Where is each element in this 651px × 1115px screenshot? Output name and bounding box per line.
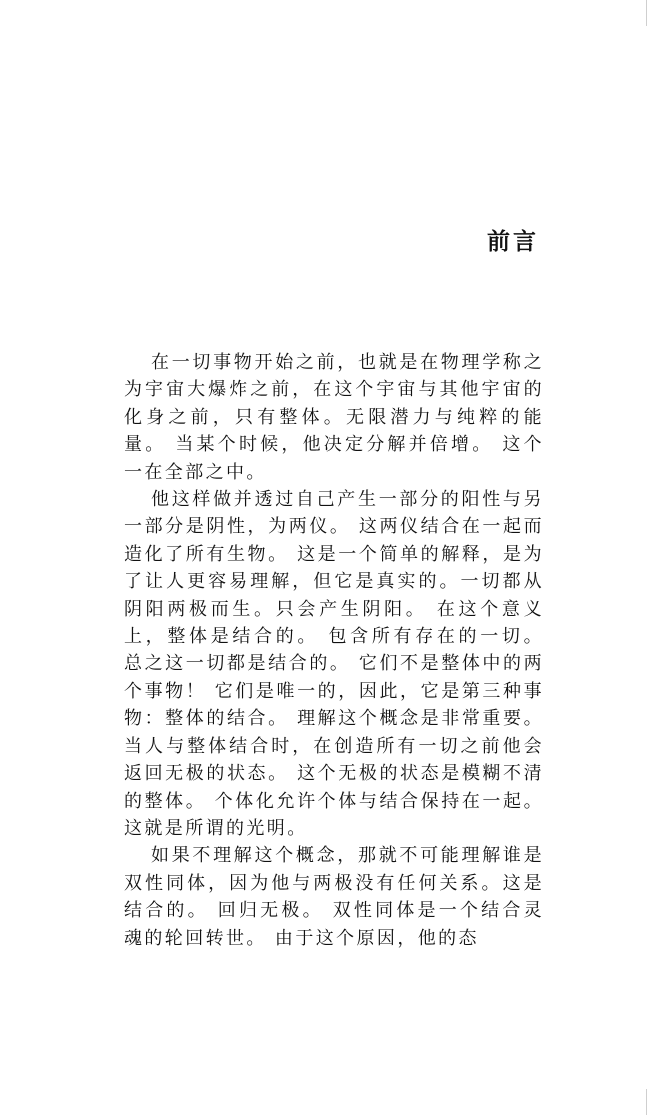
paragraph-3: 如果不理解这个概念，那就不可能理解谁是双性同体，因为他与两极没有任何关系。这是结合的。 回归无极。 双性同体是一个结合灵魂的轮回转世。 由于这个原因，他的态 — [124, 845, 544, 949]
body-text — [124, 349, 544, 952]
paragraph-1: 在一切事物开始之前，也就是在物理学称之为宇宙大爆炸之前，在这个宇宙与其他宇宙的化身之前，只有整体。无限潜力与纯粹的能量。 当某个时候，他决定分解并倍增。 这个一在全部之中。 — [124, 352, 544, 483]
paragraph-2: 他这样做并透过自己产生一部分的阳性与另一部分是阴性，为两仪。 这两仪结合在一起而造化了所有生物。 这是一个简单的解释，是为了让人更容易理解，但它是真实的。一切都从阴阳两极而生。只会产生阴阳。 在这个意义上，整体是结合的。 包含所有存在的一切。 总之这一切都是结合的。 它们不是整体中的两个事物！ 它们是唯一的，因此，它是第三种事物：整体的结合。 理解这个概念是非常重要。 当人与整体结合时，在创造所有一切之前他会返回无极的状态。 这个无极的状态是模糊不清的整体。 个体化允许个体与结合保持在一起。 这就是所谓的光明。 — [124, 489, 544, 839]
chapter-title: 前言 — [487, 228, 539, 256]
page-edge-mark-bottom — [646, 1089, 647, 1115]
page-edge-mark-top — [646, 0, 647, 26]
